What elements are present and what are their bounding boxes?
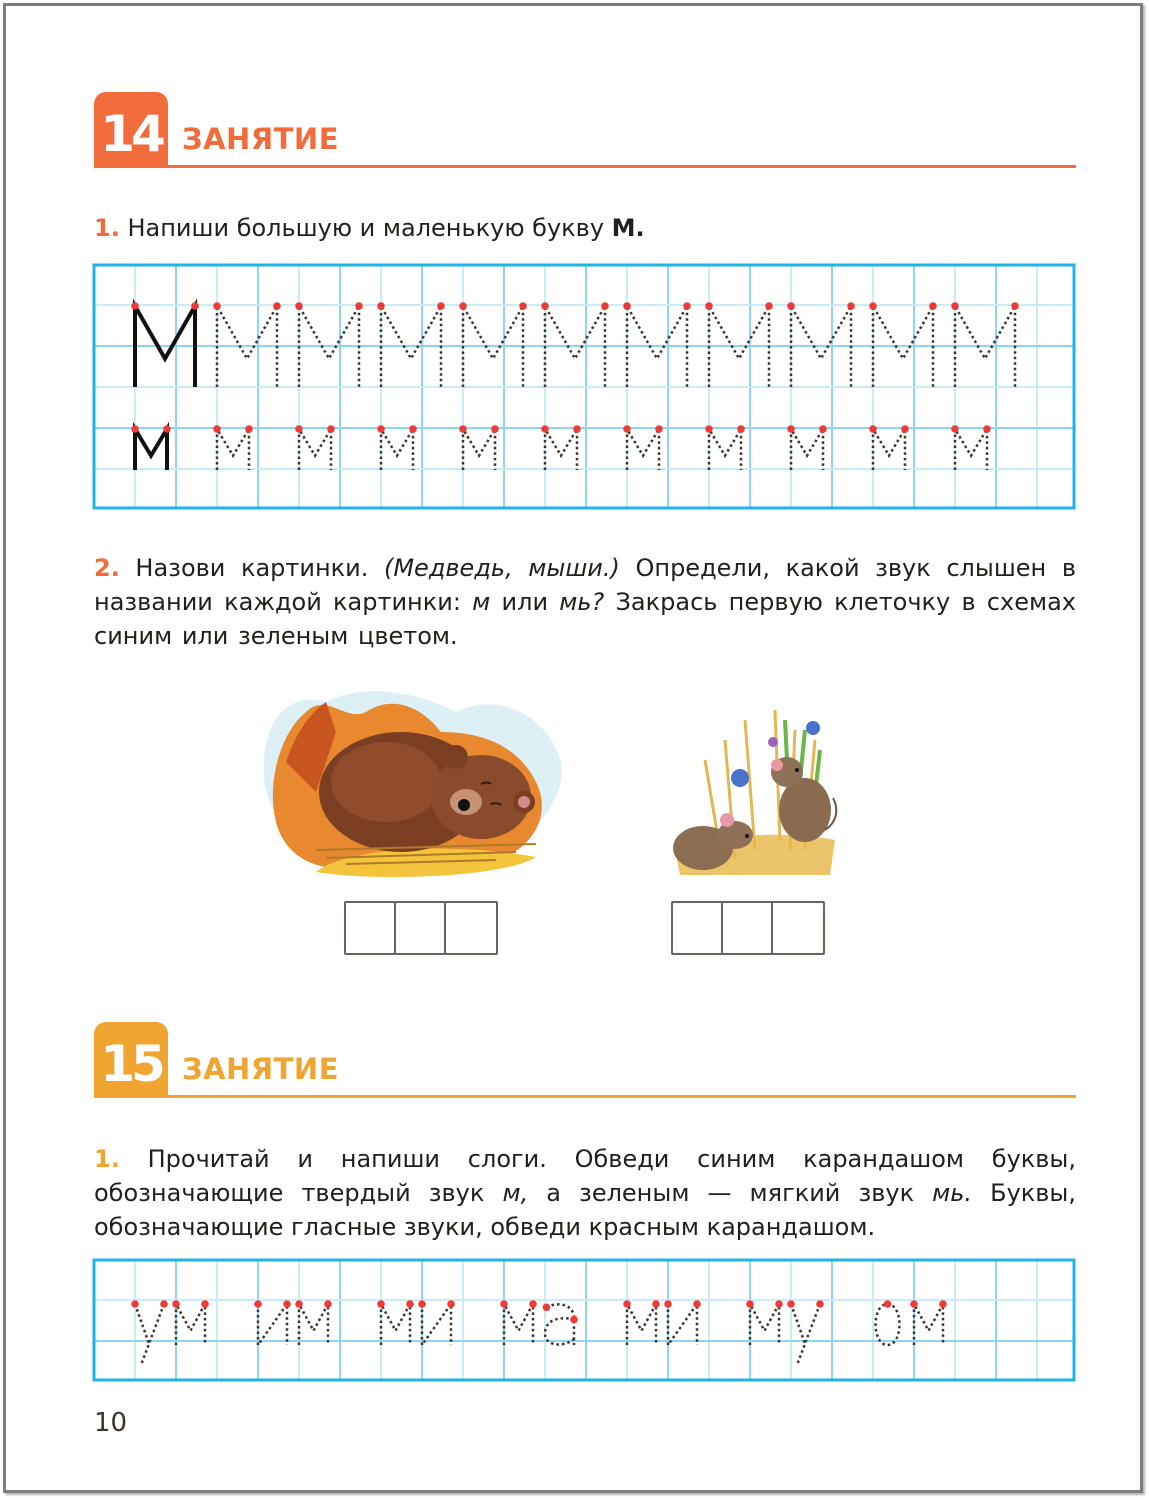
letter-writing-grid[interactable]	[92, 263, 1078, 511]
task-text: Назови картинки.	[135, 554, 369, 582]
scheme-cell[interactable]	[446, 903, 496, 953]
task-text: Буквы, обозначающие гласные звуки, обведи красным карандашом.	[94, 1179, 1077, 1241]
sound-scheme-bear[interactable]	[344, 901, 498, 955]
syllable-writing-grid[interactable]	[92, 1258, 1078, 1384]
task-text: Определи, какой звук слышен в названии каждой картинки:	[94, 554, 1076, 616]
task-15-1-instruction	[94, 1142, 1076, 1244]
task-letter: М.	[611, 214, 645, 242]
lesson-divider	[94, 1095, 1076, 1098]
lesson-divider	[94, 165, 1076, 168]
mice-illustration	[665, 700, 840, 880]
sound-m: м	[472, 588, 491, 616]
task-text: Закрась первую клеточку в схемах синим или зеленым цветом.	[94, 588, 1076, 650]
scheme-cell[interactable]	[723, 903, 773, 953]
scheme-cell[interactable]	[773, 903, 823, 953]
task-text: Прочитай и напиши слоги. Обведи синим карандашом буквы, обозначающие твердый звук	[94, 1145, 1076, 1207]
task-1-instruction	[94, 211, 1076, 245]
task-number: 1.	[94, 214, 120, 242]
page-number: 10	[94, 1408, 128, 1438]
sound-m-soft: мь.	[932, 1179, 973, 1207]
scheme-cell[interactable]	[346, 903, 396, 953]
task-italic-hint: (Медведь, мыши.)	[383, 554, 620, 582]
scheme-cell[interactable]	[396, 903, 446, 953]
scheme-cell[interactable]	[673, 903, 723, 953]
task-number: 2.	[94, 554, 120, 582]
task-text: или	[501, 588, 549, 616]
lesson-14-header	[94, 92, 1076, 168]
lesson-15-header	[94, 1022, 1076, 1098]
sound-scheme-mice[interactable]	[671, 901, 825, 955]
task-text: а зеленым — мягкий звук	[546, 1179, 915, 1207]
task-2-instruction	[94, 551, 1076, 653]
lesson-title: ЗАНЯТИЕ	[182, 1052, 340, 1086]
task-number: 1.	[94, 1145, 120, 1173]
task-text: Напиши большую и маленькую букву	[127, 214, 605, 242]
bear-illustration	[256, 672, 576, 882]
sound-m: м,	[502, 1179, 529, 1207]
lesson-number-badge: 15	[94, 1022, 168, 1098]
lesson-number-badge: 14	[94, 92, 168, 168]
sound-m-soft: мь?	[559, 588, 605, 616]
lesson-title: ЗАНЯТИЕ	[182, 122, 340, 156]
